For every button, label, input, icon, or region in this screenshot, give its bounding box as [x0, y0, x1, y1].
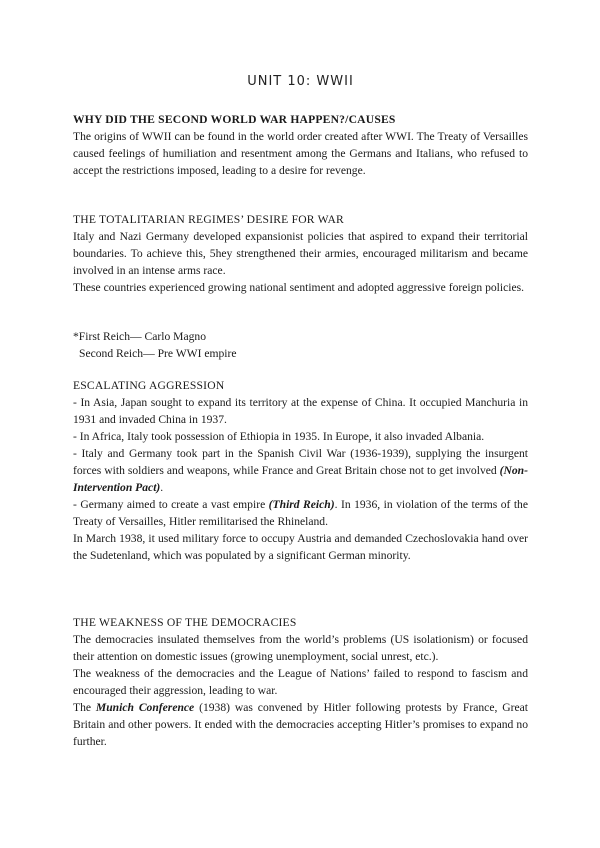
paragraph-expansionist: Italy and Nazi Germany developed expansionist policies that aspired to expand their territorial boundaries. To achieve this, 5hey strengthened their armies, encouraged militarism and became involved in an intense arms race. [73, 230, 528, 277]
paragraph-causes: The origins of WWII can be found in the world order created after WWI. The Treaty of Versailles caused feelings of humiliation and resentment among the Germans and Italians, who refused to accept the restrictions imposed, leading to a desire for revenge. [73, 130, 528, 177]
germany-rest: . In 1936, in violation of the terms of the Treaty of Versailles, Hitler remilitarised the Rhineland. [73, 498, 528, 528]
section-heading-totalitarian: THE TOTALITARIAN REGIMES’ DESIRE FOR WAR [73, 213, 344, 226]
list-item-germany [73, 496, 528, 530]
page-title: UNIT 10: WWII [247, 74, 354, 89]
note-reich [73, 328, 528, 362]
section-democracies [73, 614, 528, 750]
note-first-reich: *First Reich— Carlo Magno [73, 330, 206, 343]
note-second-reich: Second Reich— Pre WWI empire [79, 347, 237, 360]
germany-text: - Germany aimed to create a vast empire [73, 498, 269, 511]
paragraph-austria: In March 1938, it used military force to occupy Austria and demanded Czechoslovakia hand over the Sudetenland, which was populated by a significant German minority. [73, 532, 528, 562]
paragraph-league: The weakness of the democracies and the League of Nations’ failed to respond to fascism and encouraged their aggression, leading to war. [73, 667, 528, 697]
section-aggression [73, 377, 528, 564]
non-intervention-pact: (Non-Intervention Pact) [73, 464, 528, 494]
munich-conference: Munich Conference [95, 701, 195, 714]
section-causes [73, 111, 528, 179]
section-heading-democracies: THE WEAKNESS OF THE DEMOCRACIES [73, 616, 297, 629]
list-item-spain [73, 445, 528, 496]
list-item-africa: - In Africa, Italy took possession of Ethiopia in 1935. In Europe, it also invaded Albania. [73, 430, 485, 443]
third-reich: (Third Reich) [268, 498, 335, 511]
section-totalitarian [73, 211, 528, 296]
paragraph-isolationism: The democracies insulated themselves from the world’s problems (US isolationism) or focused their attention on domestic issues (growing unemployment, social unrest, etc.). [73, 633, 528, 663]
list-item-asia: - In Asia, Japan sought to expand its territory at the expense of China. It occupied Manchuria in 1931 and invaded China in 1937. [73, 396, 528, 426]
munich-pre: The [73, 701, 96, 714]
munich-text: (1938) was convened by Hitler following protests by France, Great Britain and other powers. It ended with the democracies accepting Hitler’s promises to expand no further. [73, 701, 528, 748]
paragraph-munich [73, 699, 528, 750]
spain-text: - Italy and Germany took part in the Spanish Civil War (1936-1939), supplying the insurgent forces with soldiers and weapons, while France and Great Britain chose not to get involved [73, 447, 528, 477]
paragraph-nationalism: These countries experienced growing national sentiment and adopted aggressive foreign policies. [73, 281, 525, 294]
spain-end: . [160, 481, 164, 494]
section-heading-aggression: ESCALATING AGGRESSION [73, 379, 225, 392]
section-heading-causes: WHY DID THE SECOND WORLD WAR HAPPEN?/CAUSES [73, 113, 396, 126]
